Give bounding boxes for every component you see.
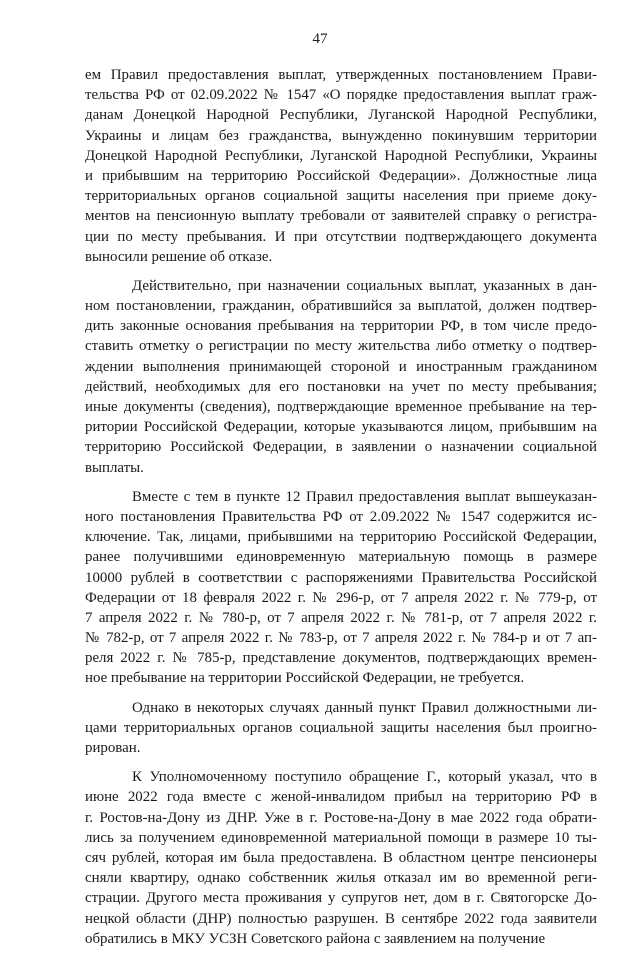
text-line: 10000 рублей в соответствии с распоряжениями Правительства Российской (85, 569, 597, 586)
text-line: рирован. (85, 740, 141, 756)
page-number: 47 (312, 31, 328, 47)
text-line: Украины и лицам без гражданства, вынужденно покинувшим территории (85, 127, 597, 144)
paragraph (85, 487, 597, 689)
text-line: сяч рублей, которая им была предоставлена. В областном центре пенсионеры (85, 849, 597, 866)
text-line: Действительно, при назначении социальных выплат, указанных в дан- (132, 277, 597, 294)
text-line: территорию Российской Федерации, в заявлении о назначении социальной (85, 439, 597, 456)
text-line: ментов на пенсионную выплату требовали от заявителей справку о регистра- (85, 208, 597, 225)
text-line: ное пребывание на территории Российской Федерации, не требуется. (85, 670, 525, 687)
text-line: ном постановлении, гражданин, обратившийся за выплатой, должен подтвер- (85, 298, 597, 315)
text-line: ции по месту пребывания. И при отсутствии подтверждающего документа (85, 228, 597, 245)
paragraph (85, 698, 597, 759)
document-body (85, 65, 597, 958)
text-line: ранее получившими единовременную материальную помощь в размере (85, 549, 597, 566)
text-line: тельства РФ от 02.09.2022 № 1547 «О порядке предоставления выплат граж- (85, 87, 597, 104)
text-line: К Уполномоченному поступило обращение Г., который указал, что в (132, 769, 597, 786)
text-line: сняли квартиру, однако собственник жилья отказал им во временной реги- (85, 870, 597, 887)
text-line: территориальных органов социальной защиты населения при приеме доку- (85, 188, 597, 205)
text-line: реля 2022 г. № 785-р, представление документов, подтверждающих времен- (85, 650, 597, 667)
text-line: данам Донецкой Народной Республики, Луганской Народной Республики, (85, 107, 597, 124)
text-line: нецкой области (ДНР) полностью разрушен. В сентябре 2022 года заявители (85, 910, 597, 927)
text-line: обратились в МКУ УСЗН Советского района с заявлением на получение (85, 930, 546, 947)
text-line: Федерации от 18 февраля 2022 г. № 296-р, от 7 апреля 2022 г. № 779-р, от (85, 589, 597, 606)
text-line: ем Правил предоставления выплат, утвержденных постановлением Прави- (85, 67, 597, 83)
text-line: лись за получением единовременной материальной помощи в размере 10 ты- (85, 829, 597, 846)
text-line: № 782-р, от 7 апреля 2022 г. № 783-р, от 7 апреля 2022 г. № 784-р и от 7 ап- (85, 630, 597, 647)
paragraph (85, 767, 597, 949)
text-line: ставить отметку о регистрации по месту жительства либо отметку о подтвер- (85, 338, 597, 355)
text-line: ного постановления Правительства РФ от 2.09.2022 № 1547 содержится ис- (85, 508, 597, 525)
text-line: действий, необходимых для его постановки на учет по месту пребывания; (85, 378, 597, 395)
text-line: 7 апреля 2022 г. № 780-р, от 7 апреля 2022 г. № 781-р, от 7 апреля 2022 г. (85, 609, 597, 626)
text-line: выплаты. (85, 459, 144, 476)
text-line: ждении выполнения принимающей стороной и иностранным гражданином (85, 358, 597, 375)
text-line: и прибывшим на территорию Российской Федерации». Должностные лица (85, 167, 597, 184)
text-line: дить законные основания пребывания на территории РФ, в том числе предо- (85, 318, 597, 335)
paragraph (85, 276, 597, 478)
text-line: выносили решение об отказе. (85, 248, 273, 265)
text-line: г. Ростов-на-Дону из ДНР. Уже в г. Ростове-на-Дону в мае 2022 года обрати- (85, 809, 597, 826)
text-line: ключение. Так, лицами, прибывшими на территорию Российской Федерации, (85, 529, 597, 546)
text-line: цами территориальных органов социальной защиты населения был проигно- (85, 719, 597, 736)
text-line: Донецкой Народной Республики, Луганской Народной Республики, Украины (85, 147, 597, 164)
text-line: июне 2022 года вместе с женой-инвалидом прибыл на территорию РФ в (85, 789, 597, 806)
text-line: Вместе с тем в пункте 12 Правил предоставления выплат вышеуказан- (132, 488, 597, 505)
text-line: страции. Другого места проживания у супругов нет, дом в г. Святогорске До- (85, 890, 597, 907)
text-line: ритории Российской Федерации, которые указываются лицом, прибывшим на (85, 419, 597, 436)
paragraph (85, 65, 597, 267)
text-line: иные документы (сведения), подтверждающие временное пребывание на тер- (85, 399, 597, 415)
text-line: Однако в некоторых случаях данный пункт Правил должностными ли- (132, 699, 597, 716)
